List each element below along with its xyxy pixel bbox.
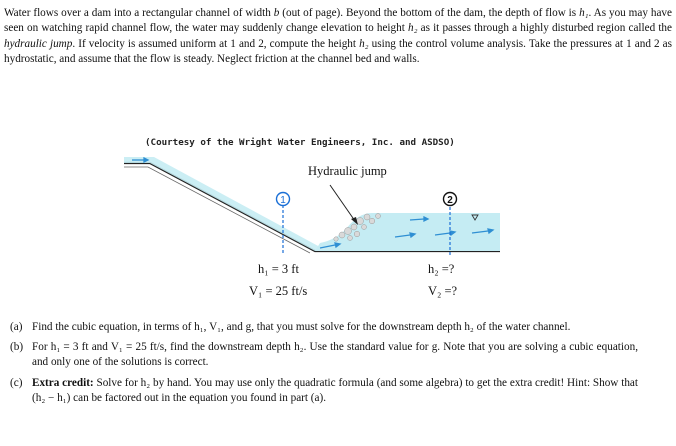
question-parts xyxy=(10,320,638,411)
part-b-text: For h₁ = 3 ft and V₁ = 25 ft/s, find the downstream depth h₂. Use the standard value for g. Note that you are solving a cubic equation, and only one of the solutions is correct. xyxy=(32,341,638,369)
part-b xyxy=(10,340,638,370)
h2-symbol-2: h₂ xyxy=(359,37,369,50)
station-2-number: 2 xyxy=(447,195,453,206)
h2-value: h₂ =? xyxy=(428,262,455,276)
part-a-text: Find the cubic equation, in terms of h₁, V₁, and g, that you must solve for the downstream depth h₂ of the water channel. xyxy=(32,321,571,333)
problem-statement: Water flows over a dam into a rectangular channel of width b (out of page). Beyond the bottom of the dam, the depth of flow is h₁. As you may have seen on watching rapid channel flow, the water may suddenly change elevation to height h₂ as it passes through a highly disturbed region called the hydraulic jump. If velocity is assumed uniform at 1 and 2, compute the height h₂ using the control volume analysis. Take the pressures at 1 and 2 as hydrostatic, and assume that the flow is steady. Neglect friction at the channel bed and walls. xyxy=(4,7,673,66)
extra-credit-label: Extra credit: xyxy=(32,376,94,389)
jump-pointer xyxy=(330,185,355,221)
h1-value: h₁ = 3 ft xyxy=(258,262,299,276)
v1-value: V₁ = 25 ft/s xyxy=(249,284,308,298)
part-c-key: (c) xyxy=(10,376,23,389)
h2-symbol: h₂ xyxy=(407,22,418,35)
part-c-body xyxy=(32,376,638,406)
dam-inner-line xyxy=(124,167,310,253)
water-over-dam xyxy=(124,157,320,251)
part-b-key: (b) xyxy=(10,341,24,354)
v2-value: V₂ =? xyxy=(428,284,458,298)
hydraulic-jump-label: Hydraulic jump xyxy=(308,164,387,178)
part-c xyxy=(10,376,638,406)
dam-figure xyxy=(110,155,510,305)
h1-symbol: h₁ xyxy=(579,7,589,19)
part-a-key: (a) xyxy=(10,321,23,333)
hydraulic-jump-term: hydraulic jump xyxy=(4,37,73,50)
part-a xyxy=(10,320,638,335)
figure-courtesy: (Courtesy of the Wright Water Engineers, Inc. and ASDSO) xyxy=(145,137,455,148)
part-c-text: Solve for h₂ by hand. You may use only the quadratic formula (and some algebra) to get the extra credit! Hint: Show that (h₂ − h₁) can be factored out in the equation you found in part (a). xyxy=(32,376,638,404)
station-1-number: 1 xyxy=(280,195,286,206)
width-symbol: b xyxy=(273,7,280,19)
